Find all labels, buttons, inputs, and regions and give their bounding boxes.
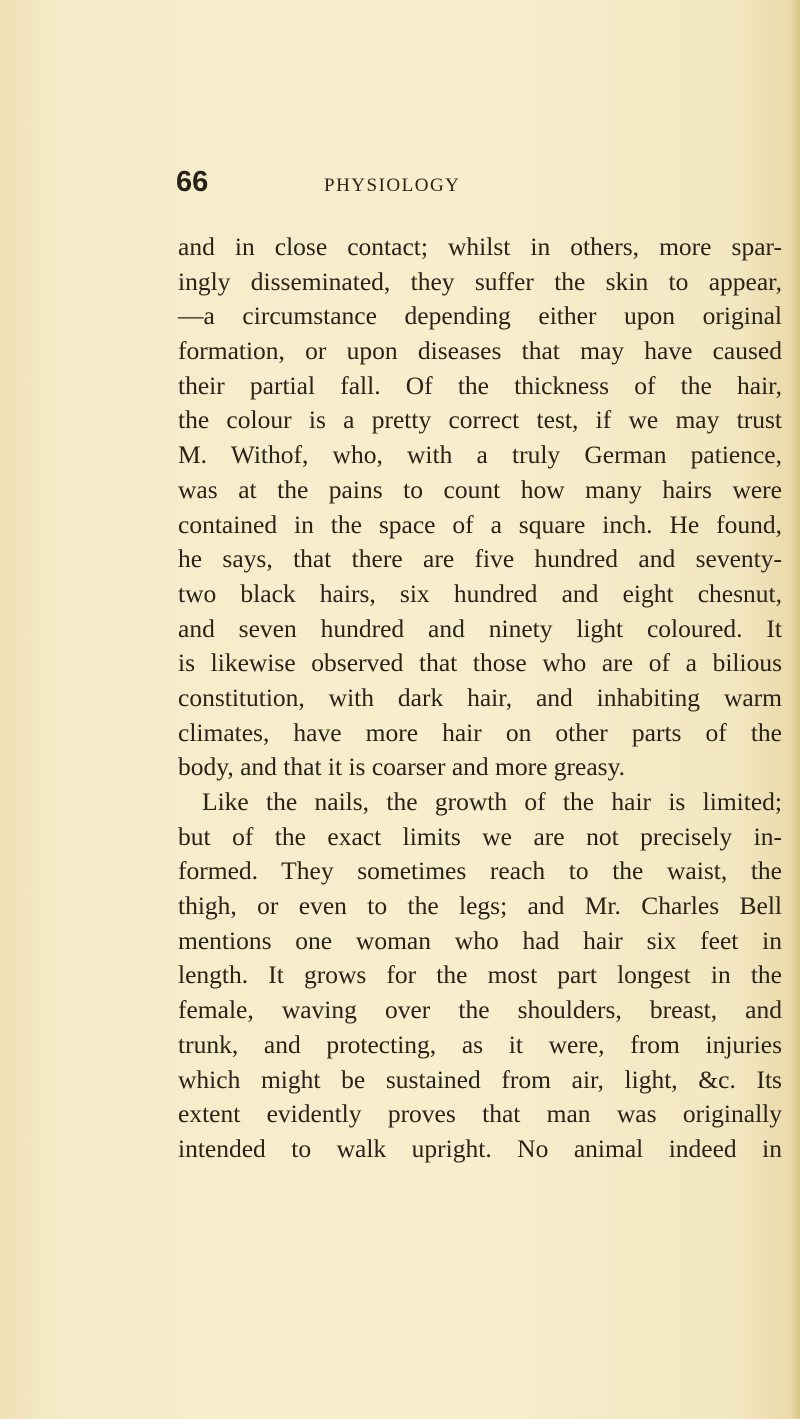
- text-line: two black hairs, six hundred and eight chesnut,: [178, 578, 782, 608]
- text-line: contained in the space of a square inch. He found,: [178, 509, 782, 539]
- text-line: the colour is a pretty correct test, if we may trust: [178, 405, 782, 435]
- text-line: is likewise observed that those who are of a bilious: [178, 648, 782, 678]
- text-line: ingly disseminated, they suffer the skin to appear,: [178, 266, 782, 296]
- text-line: but of the exact limits we are not precisely in-: [178, 821, 782, 851]
- text-line: mentions one woman who had hair six feet in: [178, 925, 782, 955]
- text-line: which might be sustained from air, light, &c. Its: [178, 1064, 782, 1094]
- text-line: thigh, or even to the legs; and Mr. Charles Bell: [178, 891, 782, 921]
- text-line: he says, that there are five hundred and seventy-: [178, 544, 782, 574]
- body-text: [178, 230, 782, 1167]
- text-line: formed. They sometimes reach to the waist, the: [178, 856, 782, 886]
- page-header: [0, 162, 800, 202]
- running-head: PHYSIOLOGY: [324, 175, 461, 196]
- text-line: length. It grows for the most part longest in the: [178, 960, 782, 990]
- text-line: —a circumstance depending either upon original: [178, 301, 782, 331]
- text-line: trunk, and protecting, as it were, from injuries: [178, 1029, 782, 1059]
- text-line: their partial fall. Of the thickness of the hair,: [178, 370, 782, 400]
- text-line: extent evidently proves that man was originally: [178, 1099, 782, 1129]
- text-line: constitution, with dark hair, and inhabiting warm: [178, 682, 782, 712]
- text-line: was at the pains to count how many hairs were: [178, 474, 782, 504]
- text-line: and seven hundred and ninety light coloured. It: [178, 613, 782, 643]
- text-line: climates, have more hair on other parts of the: [178, 717, 782, 747]
- paragraph-start-line: Like the nails, the growth of the hair is limited;: [202, 787, 782, 816]
- text-line: M. Withof, who, with a truly German patience,: [178, 440, 782, 470]
- text-line: formation, or upon diseases that may have caused: [178, 336, 782, 366]
- text-line: female, waving over the shoulders, breast, and: [178, 995, 782, 1025]
- paragraph-end-line: body, and that it is coarser and more greasy.: [178, 752, 626, 782]
- page-edge: [790, 0, 800, 1419]
- text-line: intended to walk upright. No animal indeed in: [178, 1133, 782, 1163]
- page-number: 66: [176, 166, 209, 198]
- text-line: and in close contact; whilst in others, more spar-: [178, 232, 782, 261]
